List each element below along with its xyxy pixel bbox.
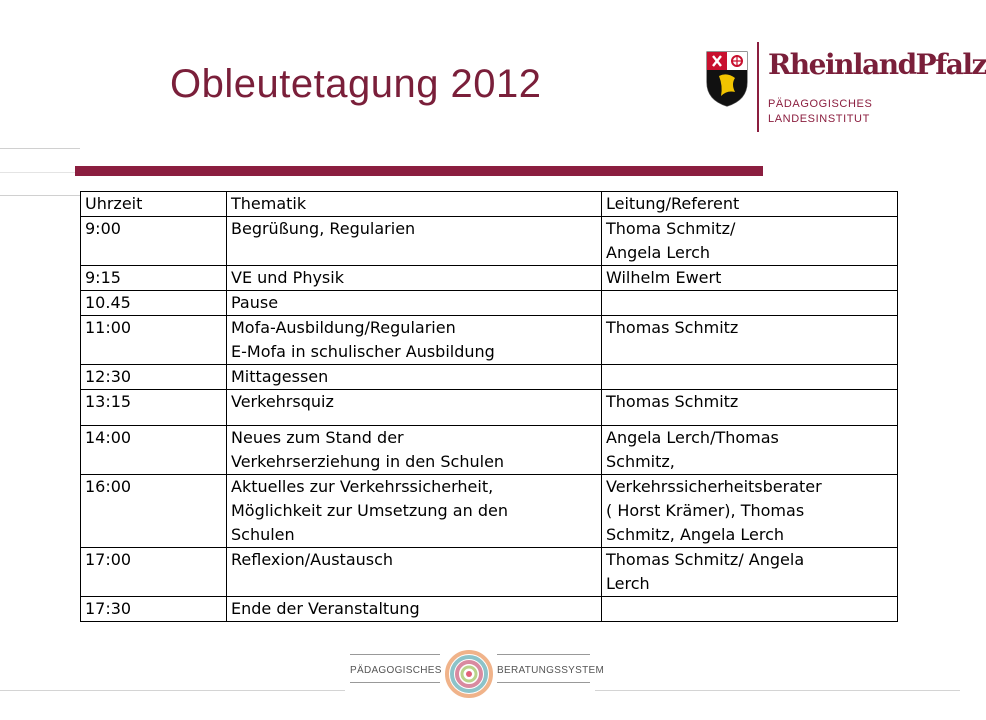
rlp-logo xyxy=(705,42,986,137)
cell-lead-line: Angela Lerch/Thomas xyxy=(606,428,779,447)
cell-topic-line: Ende der Veranstaltung xyxy=(231,599,420,618)
cell-topic-line: Verkehrserziehung in den Schulen xyxy=(231,452,505,471)
cell-lead-line: ( Horst Krämer), Thomas xyxy=(606,501,805,520)
table-row xyxy=(81,390,898,426)
cell-topic-line: Verkehrsquiz xyxy=(231,392,334,411)
cell-topic xyxy=(227,475,602,548)
cell-topic-line: Schulen xyxy=(231,525,295,544)
footer-rule-top-right xyxy=(497,654,590,655)
cell-lead-line: Schmitz, xyxy=(606,452,675,471)
table-row xyxy=(81,266,898,291)
cell-lead-line: Lerch xyxy=(606,574,650,593)
cell-topic xyxy=(227,365,602,390)
header-lead: Leitung/Referent xyxy=(602,192,898,217)
page-title: Obleutetagung 2012 xyxy=(170,62,542,106)
table-row xyxy=(81,548,898,597)
footer-rule-bottom-right xyxy=(497,682,590,683)
footer-text-right: BERATUNGSSYSTEM xyxy=(497,665,605,676)
cell-topic xyxy=(227,426,602,475)
cell-topic xyxy=(227,548,602,597)
cell-lead xyxy=(602,266,898,291)
table-row xyxy=(81,291,898,316)
table-row xyxy=(81,365,898,390)
table-row xyxy=(81,597,898,622)
cell-time: 9:00 xyxy=(81,217,227,266)
cell-lead-line: Schmitz, Angela Lerch xyxy=(606,525,785,544)
cell-topic-line: E-Mofa in schulischer Ausbildung xyxy=(231,342,495,361)
cell-topic-line: Reflexion/Austausch xyxy=(231,550,394,569)
table-row xyxy=(81,475,898,548)
cell-topic-line: Mittagessen xyxy=(231,367,329,386)
cell-topic xyxy=(227,390,602,426)
circle-emblem-icon xyxy=(443,650,495,706)
cell-topic-line: Aktuelles zur Verkehrssicherheit, xyxy=(231,477,494,496)
footer-rule-top-left xyxy=(350,654,440,655)
logo-wordmark: RheinlandPfalz xyxy=(768,48,986,81)
left-gray-divider-mid xyxy=(0,172,80,173)
cell-topic-line: Begrüßung, Regularien xyxy=(231,219,416,238)
cell-time: 17:30 xyxy=(81,597,227,622)
cell-lead xyxy=(602,316,898,365)
cell-time: 13:15 xyxy=(81,390,227,426)
header-time: Uhrzeit xyxy=(81,192,227,217)
cell-topic-line: Mofa-Ausbildung/Regularien xyxy=(231,318,456,337)
cell-lead-line: Angela Lerch xyxy=(606,243,711,262)
logo-separator xyxy=(757,42,759,132)
cell-lead xyxy=(602,390,898,426)
cell-lead xyxy=(602,217,898,266)
cell-topic xyxy=(227,597,602,622)
cell-topic-line: Möglichkeit zur Umsetzung an den xyxy=(231,501,508,520)
footer-logo xyxy=(345,648,605,720)
schedule-table xyxy=(80,191,898,622)
cell-time: 14:00 xyxy=(81,426,227,475)
cell-time: 11:00 xyxy=(81,316,227,365)
table-row xyxy=(81,426,898,475)
cell-lead xyxy=(602,426,898,475)
cell-lead-line: Thomas Schmitz xyxy=(606,392,739,411)
coat-of-arms-icon xyxy=(705,50,749,108)
cell-time: 16:00 xyxy=(81,475,227,548)
footer-text-left: PÄDAGOGISCHES xyxy=(350,665,442,676)
cell-lead xyxy=(602,291,898,316)
cell-lead xyxy=(602,475,898,548)
table-header-row xyxy=(81,192,898,217)
header-topic: Thematik xyxy=(227,192,602,217)
logo-subtitle-1: PÄDAGOGISCHES xyxy=(768,98,873,110)
table-row xyxy=(81,217,898,266)
cell-time: 12:30 xyxy=(81,365,227,390)
cell-lead xyxy=(602,365,898,390)
table-row xyxy=(81,316,898,365)
cell-time: 17:00 xyxy=(81,548,227,597)
footer-rule-bottom-left xyxy=(350,682,440,683)
cell-lead-line: Verkehrssicherheitsberater xyxy=(606,477,822,496)
cell-time: 10.45 xyxy=(81,291,227,316)
cell-lead-line: Thomas Schmitz/ Angela xyxy=(606,550,805,569)
accent-bar xyxy=(75,166,763,176)
cell-lead xyxy=(602,597,898,622)
cell-time: 9:15 xyxy=(81,266,227,291)
cell-lead-line: Thoma Schmitz/ xyxy=(606,219,736,238)
cell-topic xyxy=(227,291,602,316)
cell-topic xyxy=(227,316,602,365)
cell-topic xyxy=(227,266,602,291)
cell-topic-line: Pause xyxy=(231,293,279,312)
cell-lead-line: Thomas Schmitz xyxy=(606,318,739,337)
cell-lead xyxy=(602,548,898,597)
cell-topic-line: VE und Physik xyxy=(231,268,344,287)
cell-lead-line: Wilhelm Ewert xyxy=(606,268,722,287)
cell-topic xyxy=(227,217,602,266)
cell-topic-line: Neues zum Stand der xyxy=(231,428,404,447)
logo-subtitle-2: LANDESINSTITUT xyxy=(768,113,870,125)
